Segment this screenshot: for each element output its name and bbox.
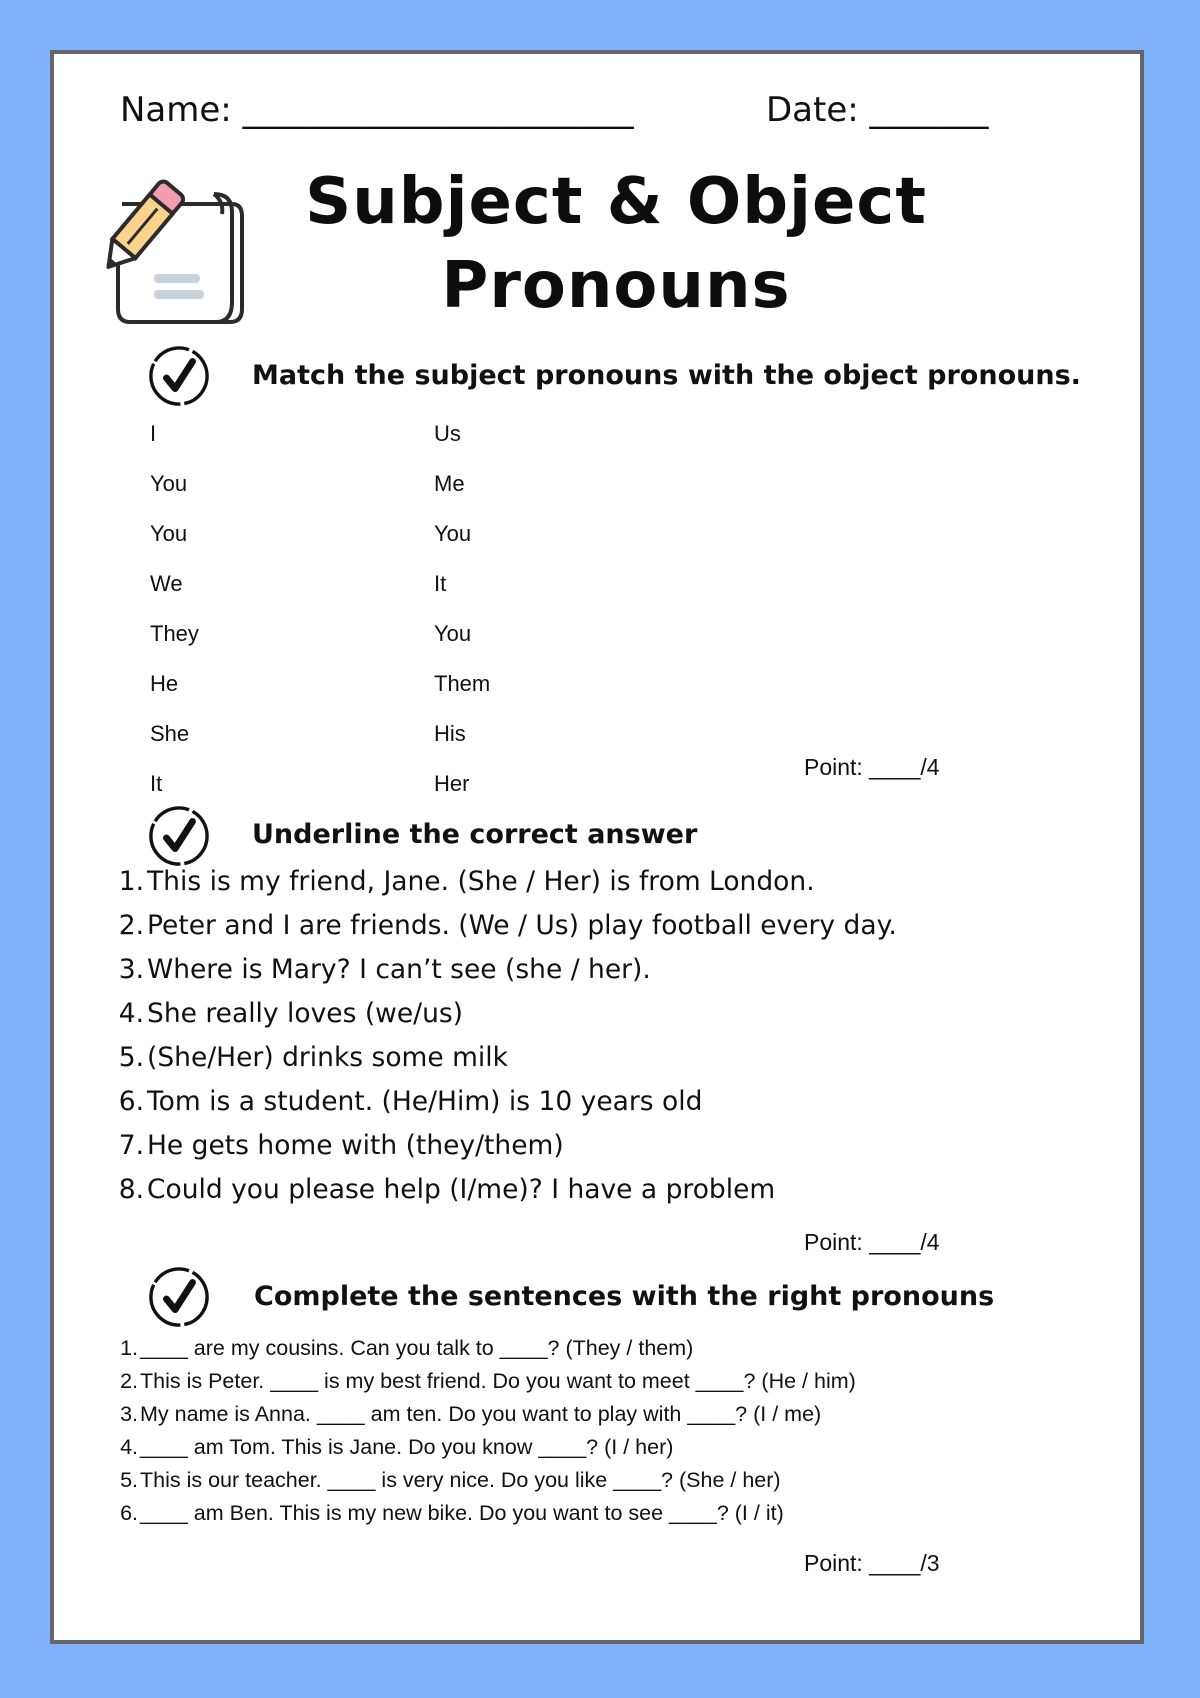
list-item bbox=[114, 1435, 673, 1460]
item-text: Tom is a student. (He/Him) is 10 years old bbox=[147, 1086, 703, 1117]
object-pronoun: It bbox=[434, 571, 447, 596]
item-text: This is my friend, Jane. (She / Her) is from London. bbox=[147, 866, 815, 897]
subject-pronoun: It bbox=[150, 771, 163, 796]
item-number: 3. bbox=[120, 1402, 138, 1426]
subject-pronoun: I bbox=[150, 421, 157, 446]
subject-pronoun: They bbox=[150, 621, 199, 646]
item-number: 4. bbox=[120, 1435, 138, 1459]
item-text: She really loves (we/us) bbox=[147, 998, 464, 1029]
subject-pronoun: He bbox=[150, 671, 179, 696]
item-number: 1. bbox=[120, 1336, 138, 1360]
checkmark-circle-icon bbox=[148, 345, 210, 412]
item-number: 2. bbox=[118, 910, 144, 941]
object-pronoun: You bbox=[434, 621, 472, 646]
section2-points: Point: ____/4 bbox=[804, 1229, 940, 1255]
item-number: 1. bbox=[118, 866, 144, 897]
list-item bbox=[114, 1174, 775, 1205]
list-item bbox=[114, 1086, 702, 1117]
item-number: 3. bbox=[118, 954, 144, 985]
item-text: ____ am Tom. This is Jane. Do you know ____? (I / her) bbox=[140, 1435, 674, 1459]
list-item bbox=[114, 1369, 856, 1394]
object-pronoun: Them bbox=[434, 671, 491, 696]
section2-heading: Underline the correct answer bbox=[252, 819, 698, 850]
item-text: This is our teacher. ____ is very nice. Do you like ____? (She / her) bbox=[140, 1468, 781, 1492]
list-item bbox=[114, 954, 651, 985]
section3-heading: Complete the sentences with the right pronouns bbox=[254, 1281, 995, 1312]
item-number: 6. bbox=[120, 1501, 138, 1525]
object-pronoun: Us bbox=[434, 421, 461, 446]
item-text: Could you please help (I/me)? I have a problem bbox=[147, 1174, 776, 1205]
title-line-1: Subject & Object bbox=[305, 165, 927, 239]
item-number: 2. bbox=[120, 1369, 138, 1393]
item-text: Peter and I are friends. (We / Us) play football every day. bbox=[147, 910, 897, 941]
list-item bbox=[114, 1042, 508, 1073]
subject-pronoun: You bbox=[150, 471, 188, 496]
item-text: Where is Mary? I can’t see (she / her). bbox=[147, 954, 651, 985]
section1-points: Point: ____/4 bbox=[804, 754, 940, 780]
pencil-paper-icon bbox=[92, 174, 252, 334]
worksheet bbox=[50, 50, 1144, 1644]
list-item bbox=[114, 866, 815, 897]
object-pronoun: Me bbox=[434, 471, 465, 496]
object-pronoun: You bbox=[434, 521, 472, 546]
list-item bbox=[114, 1402, 821, 1427]
item-number: 5. bbox=[118, 1042, 144, 1073]
list-item bbox=[114, 1501, 784, 1526]
item-number: 8. bbox=[118, 1174, 144, 1205]
list-item bbox=[114, 998, 463, 1029]
section3-points: Point: ____/3 bbox=[804, 1550, 940, 1576]
item-text: He gets home with (they/them) bbox=[147, 1130, 564, 1161]
name-field-label: Name: _______________________ bbox=[120, 90, 634, 130]
subject-pronoun: We bbox=[150, 571, 183, 596]
title-line-2: Pronouns bbox=[441, 249, 791, 323]
list-item bbox=[114, 910, 897, 941]
section1-heading: Match the subject pronouns with the object pronouns. bbox=[252, 360, 1081, 391]
item-number: 4. bbox=[118, 998, 144, 1029]
list-item bbox=[114, 1468, 781, 1493]
list-item bbox=[114, 1336, 693, 1361]
item-number: 6. bbox=[118, 1086, 144, 1117]
subject-pronoun: She bbox=[150, 721, 190, 746]
item-number: 5. bbox=[120, 1468, 138, 1492]
item-number: 7. bbox=[118, 1130, 144, 1161]
item-text: My name is Anna. ____ am ten. Do you want to play with ____? (I / me) bbox=[140, 1402, 822, 1426]
object-pronoun: His bbox=[434, 721, 466, 746]
checkmark-circle-icon bbox=[148, 805, 210, 872]
checkmark-circle-icon bbox=[148, 1266, 210, 1333]
list-item bbox=[114, 1130, 564, 1161]
page-title bbox=[266, 160, 966, 328]
object-pronoun: Her bbox=[434, 771, 470, 796]
subject-pronoun: You bbox=[150, 521, 188, 546]
item-text: This is Peter. ____ is my best friend. Do you want to meet ____? (He / him) bbox=[140, 1369, 856, 1393]
item-text: (She/Her) drinks some milk bbox=[147, 1042, 508, 1073]
item-text: ____ are my cousins. Can you talk to ____? (They / them) bbox=[140, 1336, 694, 1360]
item-text: ____ am Ben. This is my new bike. Do you want to see ____? (I / it) bbox=[140, 1501, 784, 1525]
date-field-label: Date: _______ bbox=[766, 90, 989, 130]
